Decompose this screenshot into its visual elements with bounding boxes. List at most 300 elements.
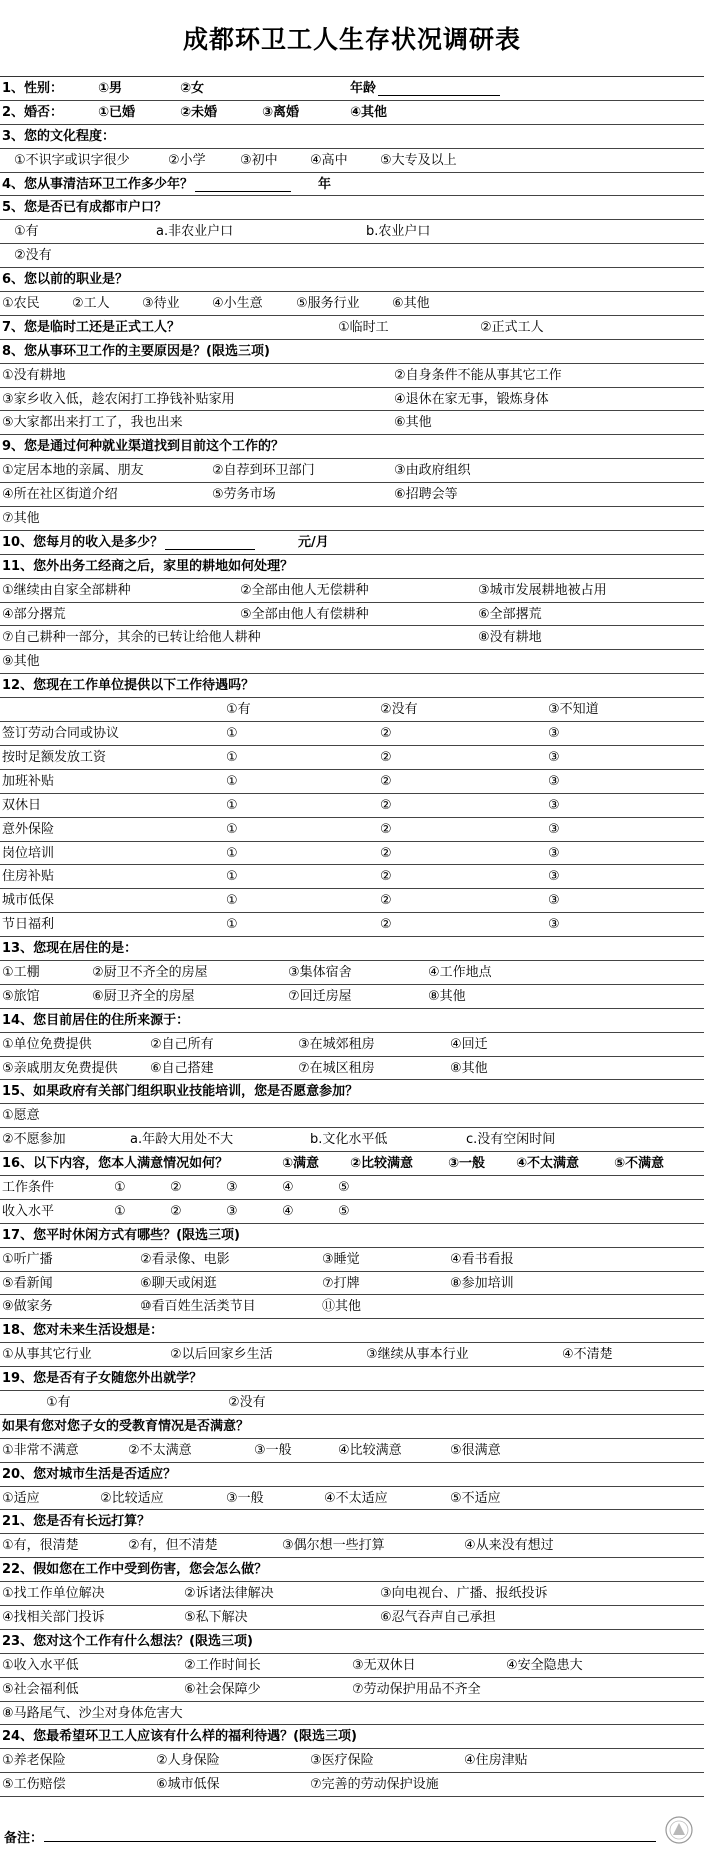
answer-option[interactable] <box>14 244 52 268</box>
answer-option[interactable] <box>180 101 217 125</box>
answer-option[interactable] <box>464 1749 528 1773</box>
question-row <box>0 196 704 220</box>
cell-text: 21、您是否有长远打算？ <box>2 1514 151 1530</box>
question-text <box>2 889 54 913</box>
cell-text: ⑦在城区租房 <box>298 1060 375 1076</box>
answer-option[interactable] <box>506 1654 583 1678</box>
answer-option[interactable] <box>2 1439 79 1463</box>
answer-option[interactable] <box>212 483 276 507</box>
cell-text: ③初中 <box>240 152 278 168</box>
cell-text: 15、如果政府有关部门组织职业技能培训，您是否愿意参加？ <box>2 1084 359 1100</box>
answer-option[interactable] <box>298 1057 375 1081</box>
answer-option[interactable] <box>310 1773 439 1797</box>
option-row <box>0 722 704 746</box>
answer-option[interactable] <box>450 1057 488 1081</box>
cell-text: ① <box>226 797 238 813</box>
cell-text: 6、您以前的职业是？ <box>2 272 129 288</box>
answer-option[interactable] <box>548 913 560 937</box>
question-row <box>0 555 704 579</box>
answer-option[interactable] <box>226 889 238 913</box>
cell-text: ① <box>114 1179 126 1195</box>
answer-option[interactable] <box>478 603 542 627</box>
question-row <box>0 531 704 555</box>
answer-option[interactable] <box>298 1033 375 1057</box>
cell-text: ②女 <box>180 81 205 96</box>
answer-option[interactable] <box>352 1678 481 1702</box>
cell-text: ④比较满意 <box>338 1442 402 1458</box>
answer-option[interactable] <box>226 746 238 770</box>
answer-option[interactable] <box>548 770 560 794</box>
answer-option[interactable] <box>170 1176 182 1200</box>
answer-option[interactable] <box>2 1654 79 1678</box>
answer-option[interactable] <box>2 1678 79 1702</box>
cell-text: ②自身条件不能从事其它工作 <box>394 367 562 383</box>
cell-text: ①有，很清楚 <box>2 1538 79 1554</box>
answer-option[interactable] <box>2 961 40 985</box>
answer-option[interactable] <box>2 292 40 316</box>
option-row <box>0 364 704 388</box>
option-row <box>0 770 704 794</box>
answer-option[interactable] <box>226 1176 238 1200</box>
answer-option[interactable] <box>2 364 66 388</box>
cell-text: ⑤工伤赔偿 <box>2 1777 66 1793</box>
answer-option[interactable] <box>156 1749 220 1773</box>
cell-text: ⑥忍气吞声自己承担 <box>380 1610 496 1625</box>
answer-option[interactable] <box>380 889 392 913</box>
answer-option[interactable] <box>338 1176 350 1200</box>
cell-text: ②不太满意 <box>128 1442 192 1458</box>
option-row <box>0 1295 704 1319</box>
answer-option[interactable] <box>46 1391 71 1415</box>
option-row <box>0 1128 704 1152</box>
answer-option[interactable] <box>2 1343 92 1367</box>
answer-option[interactable] <box>240 149 278 173</box>
answer-option[interactable] <box>380 770 392 794</box>
answer-option[interactable] <box>140 1272 217 1296</box>
option-row <box>0 1343 704 1367</box>
question-row <box>0 1725 704 1749</box>
answer-option[interactable] <box>282 1200 294 1224</box>
answer-option[interactable] <box>184 1654 261 1678</box>
cell-text: ① <box>226 749 238 765</box>
answer-option[interactable] <box>212 459 315 483</box>
question-text <box>2 1319 163 1343</box>
answer-option[interactable] <box>140 1295 256 1319</box>
answer-option[interactable] <box>450 1439 501 1463</box>
answer-option[interactable] <box>228 1391 266 1415</box>
answer-option[interactable] <box>92 961 208 985</box>
answer-option[interactable] <box>282 1176 294 1200</box>
cell-text: ⑤看新闻 <box>2 1275 53 1291</box>
answer-option[interactable] <box>2 388 235 412</box>
cell-text: ②以后回家乡生活 <box>170 1347 273 1363</box>
answer-option[interactable] <box>226 818 238 842</box>
answer-option[interactable] <box>226 722 238 746</box>
cell-text: ④看书看报 <box>450 1251 514 1267</box>
question-row <box>0 77 704 101</box>
cell-text: 9、您是通过何种就业渠道找到目前这个工作的？ <box>2 439 285 455</box>
cell-text: ⑦其他 <box>2 511 40 527</box>
cell-text: 7、您是临时工还是正式工人？ <box>2 319 181 335</box>
answer-option[interactable] <box>450 1487 501 1511</box>
answer-option[interactable] <box>380 842 392 866</box>
answer-option[interactable] <box>394 411 432 435</box>
cell-text: ⑥招聘会等 <box>394 487 458 503</box>
answer-option[interactable] <box>562 1343 613 1367</box>
question-text <box>2 842 54 866</box>
cell-text: ③ <box>548 726 560 742</box>
cell-text: 23、您对这个工作有什么想法？(限选三项) <box>2 1633 253 1649</box>
answer-option[interactable] <box>114 1176 126 1200</box>
remarks-label: 备注： <box>4 1831 44 1846</box>
answer-option[interactable] <box>338 316 389 340</box>
answer-option[interactable] <box>184 1678 261 1702</box>
answer-option[interactable] <box>380 1606 496 1630</box>
answer-option[interactable] <box>226 913 238 937</box>
option-row <box>0 603 704 627</box>
answer-option[interactable] <box>380 1582 548 1606</box>
answer-option[interactable] <box>2 507 40 531</box>
answer-option[interactable] <box>380 913 392 937</box>
answer-option[interactable] <box>380 818 392 842</box>
question-row <box>0 173 704 197</box>
answer-option[interactable] <box>380 722 392 746</box>
answer-option[interactable] <box>322 1272 360 1296</box>
fill-in-blank[interactable] <box>165 535 255 550</box>
answer-option[interactable] <box>226 842 238 866</box>
cell-text: ②厨卫不齐全的房屋 <box>92 964 208 980</box>
answer-option[interactable] <box>2 1702 183 1726</box>
cell-text: 2、婚否： <box>2 104 64 120</box>
answer-option[interactable] <box>2 1749 66 1773</box>
question-text <box>2 1415 249 1439</box>
cell-text: 按时足额发放工资 <box>2 749 107 765</box>
cell-text: ①工棚 <box>2 964 40 980</box>
cell-text: b.文化水平低 <box>310 1132 388 1148</box>
question-row <box>0 435 704 459</box>
answer-option[interactable] <box>2 1295 53 1319</box>
answer-option[interactable] <box>2 1104 40 1128</box>
answer-option[interactable] <box>2 1057 118 1081</box>
question-text <box>2 173 293 197</box>
question-row <box>0 1152 704 1176</box>
cell-text: ③继续从事本行业 <box>366 1347 469 1363</box>
answer-option[interactable] <box>450 1272 514 1296</box>
answer-option[interactable] <box>212 292 263 316</box>
answer-option[interactable] <box>322 1295 361 1319</box>
cell-text: ①男 <box>98 81 123 96</box>
option-row <box>0 794 704 818</box>
answer-option[interactable] <box>92 985 195 1009</box>
cell-text: ②小学 <box>168 152 206 168</box>
answer-option[interactable] <box>450 1033 488 1057</box>
answer-option[interactable] <box>394 459 471 483</box>
question-text <box>2 435 284 459</box>
question-row <box>0 340 704 364</box>
answer-option[interactable] <box>282 1152 319 1176</box>
question-text <box>2 1080 358 1104</box>
cell-text: ③ <box>548 749 560 765</box>
answer-option[interactable] <box>614 1152 664 1176</box>
answer-option[interactable] <box>366 1343 469 1367</box>
answer-option[interactable] <box>2 603 66 627</box>
answer-option[interactable] <box>516 1152 579 1176</box>
answer-option[interactable] <box>324 1487 388 1511</box>
question-text <box>2 865 54 889</box>
cell-text: a.年龄大用处不大 <box>130 1132 234 1148</box>
answer-option[interactable] <box>296 292 360 316</box>
cell-text: ①已婚 <box>98 104 136 120</box>
answer-option[interactable] <box>380 149 457 173</box>
cell-text: 16、以下内容，您本人满意情况如何？ <box>2 1156 229 1172</box>
answer-option[interactable] <box>394 364 562 388</box>
cell-text: ⑤私下解决 <box>184 1610 248 1625</box>
answer-option[interactable] <box>170 1200 182 1224</box>
answer-option[interactable] <box>394 483 458 507</box>
option-row <box>0 220 704 244</box>
answer-option[interactable] <box>338 1200 350 1224</box>
answer-option[interactable] <box>2 459 144 483</box>
cell-text: ②全部由他人无偿耕种 <box>240 582 369 598</box>
answer-option[interactable] <box>394 388 549 412</box>
answer-option[interactable] <box>2 1033 92 1057</box>
answer-option[interactable] <box>478 626 542 650</box>
answer-option[interactable] <box>240 579 369 603</box>
answer-option[interactable] <box>428 985 466 1009</box>
option-row <box>0 746 704 770</box>
answer-option[interactable] <box>262 101 299 125</box>
answer-option[interactable] <box>548 842 560 866</box>
question-row <box>0 1080 704 1104</box>
cell-text: ② <box>380 917 392 933</box>
answer-option[interactable] <box>310 149 348 173</box>
answer-option[interactable] <box>350 101 387 125</box>
cell-text: ① <box>226 773 238 789</box>
answer-option[interactable] <box>2 650 40 674</box>
cell-text: 10、您每月的收入是多少？ <box>2 534 164 550</box>
answer-option[interactable] <box>2 1272 53 1296</box>
answer-option[interactable] <box>240 603 369 627</box>
answer-option[interactable] <box>226 794 238 818</box>
option-row <box>0 411 704 435</box>
answer-option[interactable] <box>282 1534 385 1558</box>
answer-option[interactable] <box>466 1128 555 1152</box>
fill-in-blank[interactable] <box>195 177 291 192</box>
answer-option[interactable] <box>226 1200 238 1224</box>
option-row <box>0 1606 704 1630</box>
answer-option[interactable] <box>478 579 607 603</box>
answer-option[interactable] <box>548 722 560 746</box>
answer-option[interactable] <box>548 889 560 913</box>
answer-option[interactable] <box>288 961 352 985</box>
question-text <box>2 125 115 149</box>
answer-option[interactable] <box>98 101 135 125</box>
cell-text: ③无双休日 <box>352 1657 416 1673</box>
answer-option[interactable] <box>380 698 418 722</box>
answer-option[interactable] <box>428 961 492 985</box>
cell-text: c.没有空闲时间 <box>466 1132 556 1148</box>
answer-option[interactable] <box>14 220 39 244</box>
answer-option[interactable] <box>450 1248 514 1272</box>
answer-option[interactable] <box>2 1773 66 1797</box>
answer-option[interactable] <box>448 1152 485 1176</box>
answer-option[interactable] <box>288 985 352 1009</box>
cell-text: ③ <box>548 917 560 933</box>
cell-text: ⑥厨卫齐全的房屋 <box>92 988 195 1004</box>
cell-text: ⑤旅馆 <box>2 988 40 1004</box>
answer-option[interactable] <box>180 77 204 101</box>
answer-option[interactable] <box>464 1534 554 1558</box>
question-text <box>2 1367 202 1391</box>
cell-text: ④住房津贴 <box>464 1753 528 1769</box>
question-row <box>0 1367 704 1391</box>
answer-option[interactable] <box>2 1248 53 1272</box>
answer-option[interactable] <box>2 1128 66 1152</box>
answer-option[interactable] <box>352 1654 416 1678</box>
answer-option[interactable] <box>100 1487 164 1511</box>
cell-text: ③ <box>226 1179 238 1195</box>
cell-text: ① <box>226 821 238 837</box>
answer-option[interactable] <box>548 818 560 842</box>
cell-text: ① <box>226 726 238 742</box>
cell-text: ⑨做家务 <box>2 1299 53 1315</box>
answer-option[interactable] <box>480 316 544 340</box>
answer-option[interactable] <box>130 1128 233 1152</box>
option-row <box>0 1534 704 1558</box>
option-row <box>0 459 704 483</box>
option-row <box>0 388 704 412</box>
option-row <box>0 1702 704 1726</box>
cell-text: ③不知道 <box>548 702 599 718</box>
question-rows <box>0 77 704 1797</box>
answer-option[interactable] <box>380 794 392 818</box>
answer-option[interactable] <box>170 1343 273 1367</box>
answer-option[interactable] <box>2 1534 79 1558</box>
answer-option[interactable] <box>2 985 40 1009</box>
answer-option[interactable] <box>98 77 122 101</box>
answer-option[interactable] <box>114 1200 126 1224</box>
answer-option[interactable] <box>168 149 206 173</box>
answer-option[interactable] <box>322 1248 360 1272</box>
option-row <box>0 1057 704 1081</box>
answer-option[interactable] <box>226 1487 264 1511</box>
cell-text: 1、性别： <box>2 81 64 96</box>
answer-option[interactable] <box>156 220 233 244</box>
remarks-line[interactable] <box>44 1841 656 1842</box>
cell-text: ③由政府组织 <box>394 463 471 479</box>
cell-text: ⑤劳务市场 <box>212 487 276 503</box>
answer-option[interactable] <box>366 220 430 244</box>
question-text <box>2 722 119 746</box>
answer-option[interactable] <box>2 626 261 650</box>
answer-option[interactable] <box>150 1033 214 1057</box>
option-row <box>0 1749 704 1773</box>
answer-option[interactable] <box>2 579 131 603</box>
cell-text: ①定居本地的亲属、朋友 <box>2 463 144 479</box>
question-text <box>2 1558 267 1582</box>
option-row <box>0 1104 704 1128</box>
cell-text: 住房补贴 <box>2 869 55 885</box>
answer-option[interactable] <box>156 1773 220 1797</box>
cell-text: ⑦完善的劳动保护设施 <box>310 1777 439 1793</box>
answer-option[interactable] <box>72 292 110 316</box>
question-text <box>2 531 257 555</box>
question-row <box>0 1009 704 1033</box>
answer-option[interactable] <box>2 1606 105 1630</box>
answer-option[interactable] <box>310 1749 374 1773</box>
cell-text: ①听广播 <box>2 1251 53 1267</box>
answer-option[interactable] <box>2 411 183 435</box>
cell-text: ②比较满意 <box>350 1156 414 1172</box>
answer-option[interactable] <box>2 1487 40 1511</box>
answer-option[interactable] <box>150 1057 214 1081</box>
answer-option[interactable] <box>2 1582 105 1606</box>
answer-option[interactable] <box>128 1534 218 1558</box>
answer-option[interactable] <box>226 865 238 889</box>
cell-text: ③一般 <box>448 1156 486 1172</box>
cell-text: ①继续由自家全部耕种 <box>2 582 131 598</box>
cell-text: ①从事其它行业 <box>2 1347 92 1363</box>
cell-text: 12、您现在工作单位提供以下工作待遇吗？ <box>2 678 255 694</box>
answer-option[interactable] <box>2 483 118 507</box>
answer-option[interactable] <box>184 1582 274 1606</box>
fill-in-blank[interactable] <box>378 81 500 96</box>
cell-text: 城市低保 <box>2 893 55 909</box>
answer-option[interactable] <box>380 865 392 889</box>
cell-text: ④部分撂荒 <box>2 606 66 622</box>
cell-text: ③待业 <box>142 296 180 312</box>
cell-text: ④小生意 <box>212 296 263 312</box>
answer-option[interactable] <box>548 865 560 889</box>
answer-option[interactable] <box>128 1439 192 1463</box>
answer-option[interactable] <box>548 698 599 722</box>
answer-option[interactable] <box>140 1248 230 1272</box>
answer-option[interactable] <box>350 1152 413 1176</box>
question-text <box>2 770 54 794</box>
answer-option[interactable] <box>142 292 180 316</box>
question-text <box>2 101 63 125</box>
cell-text: 4、您从事清洁环卫工作多少年？ <box>2 176 194 192</box>
cell-text: ①有 <box>226 702 251 718</box>
answer-option[interactable] <box>548 794 560 818</box>
cell-text: ③ <box>548 893 560 909</box>
cell-text: ①找工作单位解决 <box>2 1586 105 1602</box>
answer-option[interactable] <box>226 698 251 722</box>
cell-text: ② <box>380 773 392 789</box>
answer-option[interactable] <box>226 770 238 794</box>
answer-option[interactable] <box>310 1128 387 1152</box>
cell-text: 签订劳动合同或协议 <box>2 726 120 742</box>
cell-text: ⑤亲戚朋友免费提供 <box>2 1060 118 1076</box>
cell-text: 11、您外出务工经商之后，家里的耕地如何处理？ <box>2 558 294 574</box>
cell-text: ④退休在家无事，锻炼身体 <box>394 391 549 407</box>
answer-option[interactable] <box>392 292 430 316</box>
answer-option[interactable] <box>338 1439 402 1463</box>
answer-option[interactable] <box>14 149 130 173</box>
cell-text: b.农业户口 <box>366 224 431 240</box>
answer-option[interactable] <box>548 746 560 770</box>
cell-text: ⑥城市低保 <box>156 1777 220 1793</box>
question-row <box>0 1510 704 1534</box>
answer-option[interactable] <box>184 1606 248 1630</box>
option-row <box>0 985 704 1009</box>
cell-text: ① <box>226 869 238 885</box>
answer-option[interactable] <box>380 746 392 770</box>
cell-text: ③ <box>226 1203 238 1219</box>
cell-text: ④不太适应 <box>324 1490 388 1506</box>
question-text <box>2 1009 189 1033</box>
answer-option[interactable] <box>254 1439 292 1463</box>
